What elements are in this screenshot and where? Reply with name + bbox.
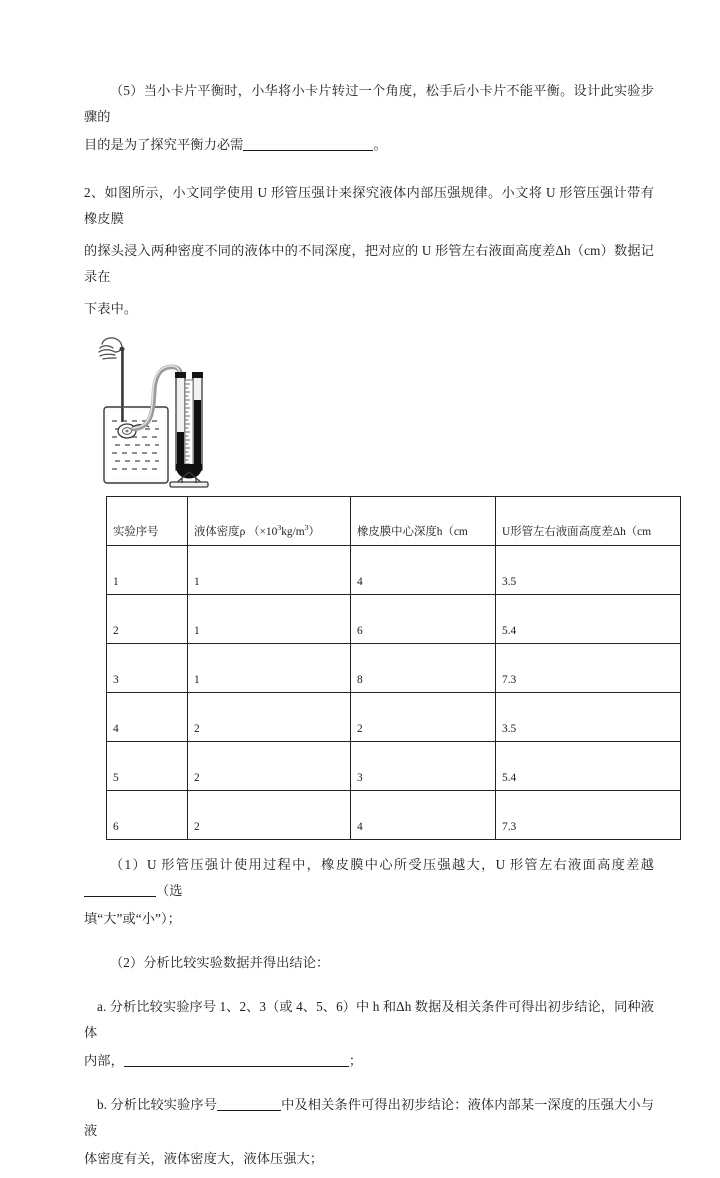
cell-membrane-depth: 3 [351, 742, 496, 791]
hand-icon [99, 338, 125, 359]
table-head [107, 497, 681, 546]
cell-liquid-density: 2 [188, 742, 351, 791]
table-row [107, 546, 681, 595]
sub-question-2a-suffix: ； [348, 1053, 363, 1068]
question-5-period: 。 [373, 137, 387, 152]
question-2-text-2: 的探头浸入两种密度不同的液体中的不同深度，把对应的 U 形管左右液面高度差Δh（cm）数据记录在 [84, 243, 654, 284]
sub-question-2a-line-2 [84, 1048, 654, 1074]
cell-membrane-depth: 4 [351, 546, 496, 595]
cell-experiment-no: 5 [107, 742, 188, 791]
cell-experiment-no: 2 [107, 595, 188, 644]
sub-question-1-line-1 [84, 852, 654, 904]
table-header-row [107, 497, 681, 546]
cell-experiment-no: 6 [107, 791, 188, 840]
table-row [107, 644, 681, 693]
answer-blank-q2a[interactable] [124, 1066, 349, 1067]
cell-liquid-density: 1 [188, 595, 351, 644]
experiment-data-table [106, 496, 681, 840]
question-2-stem-line-1 [84, 180, 654, 232]
question-5-line-2 [84, 132, 654, 158]
spacer [84, 982, 654, 994]
cell-height-difference: 5.4 [496, 742, 681, 791]
sub-question-2a-line-1 [84, 994, 654, 1046]
page-content [84, 78, 654, 1178]
apparatus-figure [84, 332, 654, 490]
cell-height-difference: 3.5 [496, 693, 681, 742]
sub-question-1-hint: 填“大”或“小”）； [84, 911, 181, 926]
sub-question-2b-line-2 [84, 1146, 654, 1172]
density-exponent-m: 3 [304, 523, 309, 533]
question-5-text-2: 目的是为了探究平衡力必需 [84, 137, 244, 152]
table-row [107, 791, 681, 840]
answer-blank-q2b[interactable] [217, 1110, 281, 1111]
sub-question-2-text: （2）分析比较实验数据并得出结论： [110, 955, 330, 970]
sub-question-1-line-2 [84, 906, 654, 932]
question-5-line-1 [84, 78, 654, 130]
cell-height-difference: 7.3 [496, 644, 681, 693]
col-header-membrane-depth: 橡皮膜中心深度h（cm [351, 497, 496, 546]
col-header-experiment-no: 实验序号 [107, 497, 188, 546]
beaker-with-liquid [104, 407, 168, 483]
cell-experiment-no: 4 [107, 693, 188, 742]
question-5-text-1: （5）当小卡片平衡时，小华将小卡片转过一个角度，松手后小卡片不能平衡。设计此实验步骤的 [84, 83, 654, 124]
question-2-text-1: 2、如图所示，小文同学使用 U 形管压强计来探究液体内部压强规律。小文将 U 形管压强计带有橡皮膜 [84, 185, 654, 226]
cell-liquid-density: 2 [188, 791, 351, 840]
sub-question-2b-suffix: 中及相关条件可得出初步结论：液体内部某一深度的压强大小与液 [84, 1097, 654, 1138]
spacer [84, 840, 654, 852]
cell-membrane-depth: 2 [351, 693, 496, 742]
sub-question-2a-text: a. 分析比较实验序号 1、2、3（或 4、5、6）中 h 和Δh 数据及相关条件可得出初步结论，同种液体 [84, 999, 654, 1040]
cell-experiment-no: 3 [107, 644, 188, 693]
question-2-text-3: 下表中。 [84, 301, 138, 316]
question-2-stem-line-2 [84, 238, 654, 290]
sub-question-2b-conclusion: 体密度有关，液体密度大，液体压强大； [84, 1151, 324, 1166]
table-row [107, 742, 681, 791]
cell-height-difference: 5.4 [496, 595, 681, 644]
col-header-liquid-density: 液体密度ρ $(\times 10^3kg/m^3)$ [188, 497, 351, 546]
sub-question-1-text: （1）U 形管压强计使用过程中，橡皮膜中心所受压强越大，U 形管左右液面高度差越 [110, 857, 654, 872]
cell-membrane-depth: 8 [351, 644, 496, 693]
spacer [84, 938, 654, 950]
probe-rod [121, 350, 124, 422]
question-2-stem-line-3 [84, 296, 654, 322]
table-row [107, 595, 681, 644]
u-shaped-tube-manometer [175, 372, 203, 478]
cell-liquid-density: 1 [188, 546, 351, 595]
table-row [107, 693, 681, 742]
cell-height-difference: 7.3 [496, 791, 681, 840]
cell-membrane-depth: 6 [351, 595, 496, 644]
sub-question-1-tail: （选 [156, 883, 183, 898]
cell-experiment-no: 1 [107, 546, 188, 595]
u-tube-manometer-diagram [96, 332, 220, 488]
sub-question-2 [84, 950, 654, 976]
spacer [84, 164, 654, 180]
cell-height-difference: 3.5 [496, 546, 681, 595]
density-exponent-10: 3 [277, 523, 282, 533]
spacer [84, 1080, 654, 1092]
sub-question-2b-line-1 [84, 1092, 654, 1144]
sub-question-2b-prefix: b. 分析比较实验序号 [97, 1097, 218, 1112]
cell-membrane-depth: 4 [351, 791, 496, 840]
sub-question-2a-prefix: 内部， [84, 1053, 124, 1068]
answer-blank-q5[interactable] [243, 150, 373, 151]
cell-liquid-density: 2 [188, 693, 351, 742]
col-header-height-difference: U形管左右液面高度差Δh（cm [496, 497, 681, 546]
table-body [107, 546, 681, 840]
answer-blank-q1[interactable] [84, 896, 156, 897]
cell-liquid-density: 1 [188, 644, 351, 693]
